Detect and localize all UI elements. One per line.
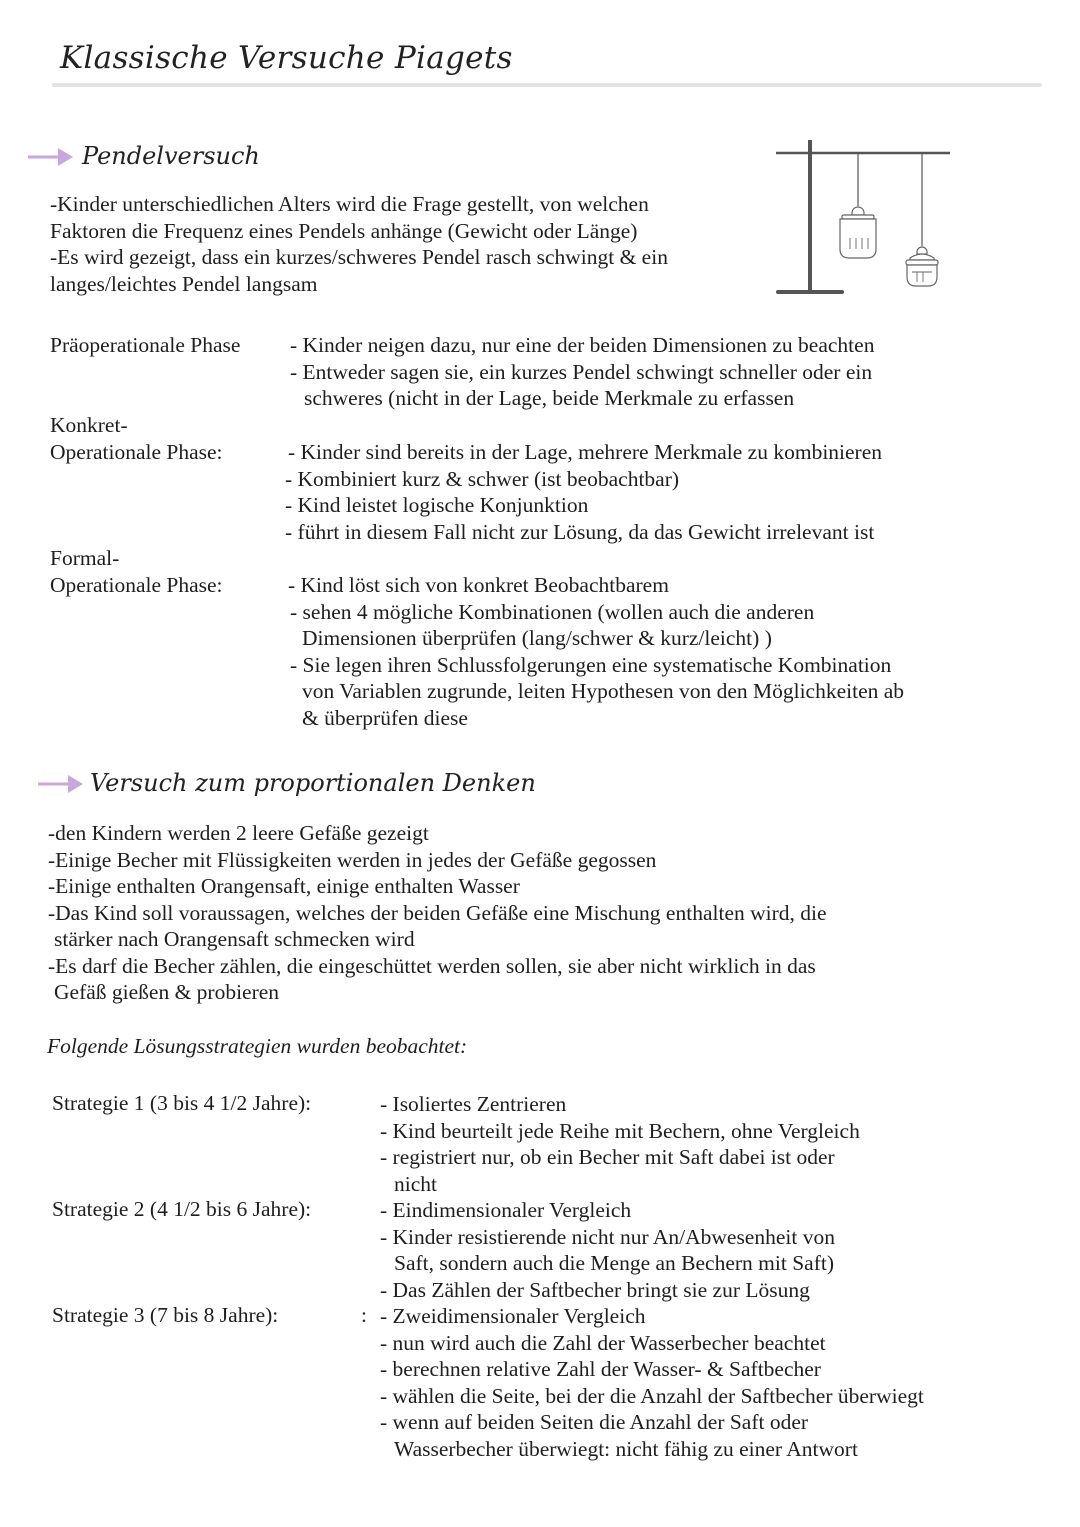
strategy-list-2 (380, 1197, 835, 1303)
strategy-label-3: Strategie 3 (7 bis 8 Jahre): (52, 1303, 279, 1327)
strategy-colon: : (361, 1303, 367, 1327)
list-item: - Zweidimensionaler Vergleich (380, 1304, 646, 1328)
weight-long-icon (906, 247, 938, 286)
text-line: -den Kindern werden 2 leere Gefäße gezeigt (48, 821, 429, 845)
weight-short-icon (840, 207, 876, 258)
text-line: -Das Kind soll voraussagen, welches der beiden Gefäße eine Mischung enthalten wird, die (48, 900, 827, 925)
pendel-intro (50, 191, 668, 297)
proportional-heading: Versuch zum proportionalen Denken (90, 769, 536, 797)
strategy-list-1 (380, 1091, 860, 1197)
proportional-intro (48, 820, 827, 1006)
text-line: Gefäß gießen & probieren (54, 980, 280, 1004)
list-item: von Variablen zugrunde, leiten Hypothesen von den Möglichkeiten ab (302, 679, 905, 703)
phase-label-praeoperational: Präoperationale Phase (50, 333, 241, 357)
text-line: -Es darf die Becher zählen, die eingeschüttet werden sollen, sie aber nicht wirklich in das (48, 953, 816, 978)
list-item: - Kinder neigen dazu, nur eine der beiden Dimensionen zu beachten (290, 333, 875, 357)
list-item: - wenn auf beiden Seiten die Anzahl der Saft oder (380, 1410, 809, 1434)
strategies-heading: Folgende Lösungsstrategien wurden beobachtet: (47, 1034, 468, 1058)
strategy-list-3 (380, 1303, 924, 1462)
list-item: - nun wird auch die Zahl der Wasserbecher beachtet (380, 1330, 826, 1355)
strategy-label-1: Strategie 1 (3 bis 4 1/2 Jahre): (52, 1091, 312, 1115)
arrow-right-icon (28, 147, 74, 167)
phase-list-formal (288, 572, 904, 731)
list-item: - Das Zählen der Saftbecher bringt sie zur Lösung (380, 1277, 810, 1302)
text-line: Faktoren die Frequenz eines Pendels anhänge (Gewicht oder Länge) (50, 218, 638, 243)
title-underline (52, 83, 1042, 87)
pendel-heading: Pendelversuch (82, 142, 260, 170)
arrow-right-icon (38, 774, 84, 794)
list-item: schweres (nicht in der Lage, beide Merkmale zu erfassen (304, 386, 795, 410)
list-item: - sehen 4 mögliche Kombinationen (wollen auch die anderen (290, 599, 815, 624)
text-line: -Kinder unterschiedlichen Alters wird die Frage gestellt, von welchen (50, 192, 649, 216)
text-line: -Einige enthalten Orangensaft, einige enthalten Wasser (48, 874, 520, 898)
list-item: - wählen die Seite, bei der die Anzahl der Saftbecher überwiegt (380, 1383, 924, 1408)
list-item: - Sie legen ihren Schlussfolgerungen eine systematische Kombination (290, 652, 892, 677)
list-item: Wasserbecher überwiegt: nicht fähig zu einer Antwort (394, 1436, 858, 1461)
list-item: nicht (394, 1171, 437, 1196)
list-item: - registriert nur, ob ein Becher mit Saft dabei ist oder (380, 1145, 835, 1169)
page-title: Klassische Versuche Piagets (60, 40, 513, 76)
text-line: langes/leichtes Pendel langsam (50, 271, 318, 296)
list-item: Saft, sondern auch die Menge an Bechern mit Saft) (394, 1251, 835, 1275)
text-line: -Einige Becher mit Flüssigkeiten werden in jedes der Gefäße gegossen (48, 847, 657, 872)
list-item: - Entweder sagen sie, ein kurzes Pendel schwingt schneller oder ein (290, 359, 873, 384)
pendulum-illustration (770, 134, 955, 299)
list-item: - berechnen relative Zahl der Wasser- & Saftbecher (380, 1357, 821, 1381)
text-line: stärker nach Orangensaft schmecken wird (54, 927, 415, 951)
list-item: - Kinder resistierende nicht nur An/Abwesenheit von (380, 1224, 835, 1249)
phase-list-praeoperational (290, 332, 874, 412)
phase-label-konkret: Konkret- Operationale Phase: (50, 413, 223, 464)
list-item: Dimensionen überprüfen (lang/schwer & kurz/leicht) ) (302, 626, 772, 650)
list-item: - Kind löst sich von konkret Beobachtbarem (288, 573, 669, 597)
phase-list-konkret (285, 439, 882, 545)
list-item: - führt in diesem Fall nicht zur Lösung, da das Gewicht irrelevant ist (285, 519, 875, 544)
phase-label-formal: Formal- Operationale Phase: (50, 546, 223, 597)
list-item: - Isoliertes Zentrieren (380, 1092, 567, 1116)
list-item: - Kombiniert kurz & schwer (ist beobachtbar) (285, 466, 680, 491)
list-item: - Kind beurteilt jede Reihe mit Bechern, ohne Vergleich (380, 1118, 860, 1143)
list-item: & überprüfen diese (302, 705, 468, 730)
list-item: - Kind leistet logische Konjunktion (285, 493, 589, 517)
strategy-label-2: Strategie 2 (4 1/2 bis 6 Jahre): (52, 1197, 312, 1221)
text-line: -Es wird gezeigt, dass ein kurzes/schweres Pendel rasch schwingt & ein (50, 245, 668, 269)
list-item: - Eindimensionaler Vergleich (380, 1198, 632, 1222)
list-item: - Kinder sind bereits in der Lage, mehrere Merkmale zu kombinieren (288, 440, 883, 464)
